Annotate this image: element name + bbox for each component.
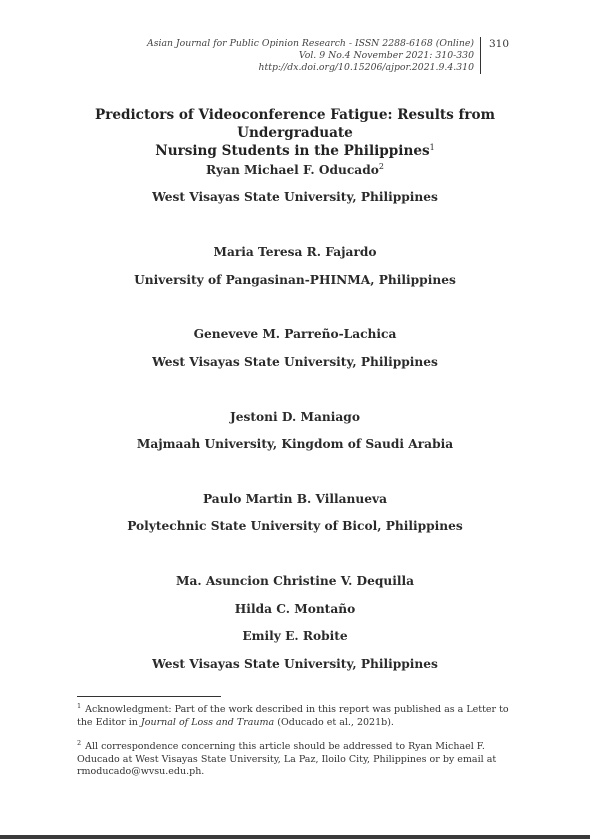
page-number: 310 (489, 38, 510, 50)
footnote-1: $^1$ Acknowledgment: Part of the work described in this report was published as a Letter to the Editor in Journal of Loss and Trauma (Oducado et al., 2021b). (77, 702, 509, 728)
author-affiliation: West Visayas State University, Philippines (152, 190, 438, 204)
author-name: Jestoni D. Maniago (230, 410, 360, 424)
author-footnote-mark[interactable]: 2 (378, 162, 384, 171)
author-affiliation: Majmaah University, Kingdom of Saudi Arabia (136, 437, 454, 451)
author-affiliation: Polytechnic State University of Bicol, Philippines (127, 519, 463, 533)
running-head-divider (480, 37, 481, 74)
author-name: Emily E. Robite (242, 629, 348, 643)
footnote-divider (77, 696, 221, 697)
author-name: Geneveve M. Parreño-Lachica (193, 327, 397, 341)
doi-link[interactable]: http://dx.doi.org/10.15206/ajpor.2021.9.4.310 (258, 62, 474, 73)
journal-name: Asian Journal for Public Opinion Research - ISSN 2288-6168 (Online) (146, 38, 474, 49)
author-name: Hilda C. Montaño (234, 602, 356, 616)
paper-title (60, 106, 530, 160)
journal-title: Journal of Loss and Trauma (140, 716, 275, 728)
title-line-1: Predictors of Videoconference Fatigue: Results from Undergraduate (94, 107, 495, 141)
author-name: Ryan Michael F. Oducado$^2$ (206, 162, 384, 177)
author-affiliation: West Visayas State University, Philippines (152, 657, 438, 671)
title-line-2: Nursing Students in the Philippines$^1$ (155, 143, 435, 159)
volume-info: Vol. 9 No.4 November 2021: 310-330 (298, 50, 474, 61)
running-head (147, 38, 474, 74)
title-footnote-mark[interactable]: 1 (429, 143, 435, 152)
author-name: Maria Teresa R. Fajardo (213, 245, 377, 259)
author-name: Ma. Asuncion Christine V. Dequilla (175, 574, 415, 588)
author-affiliation: West Visayas State University, Philippines (152, 355, 438, 369)
author-affiliation: University of Pangasinan-PHINMA, Philippines (134, 273, 456, 287)
viewer-bottom-bar (0, 835, 590, 839)
author-name: Paulo Martin B. Villanueva (202, 492, 388, 506)
footnote-2: $^2$ All correspondence concerning this article should be addressed to Ryan Michael F. Oducado at West Visayas State University, La Paz, Iloilo City, Philippines or by email at rmoducado@wvsu.edu.ph. (77, 739, 497, 777)
